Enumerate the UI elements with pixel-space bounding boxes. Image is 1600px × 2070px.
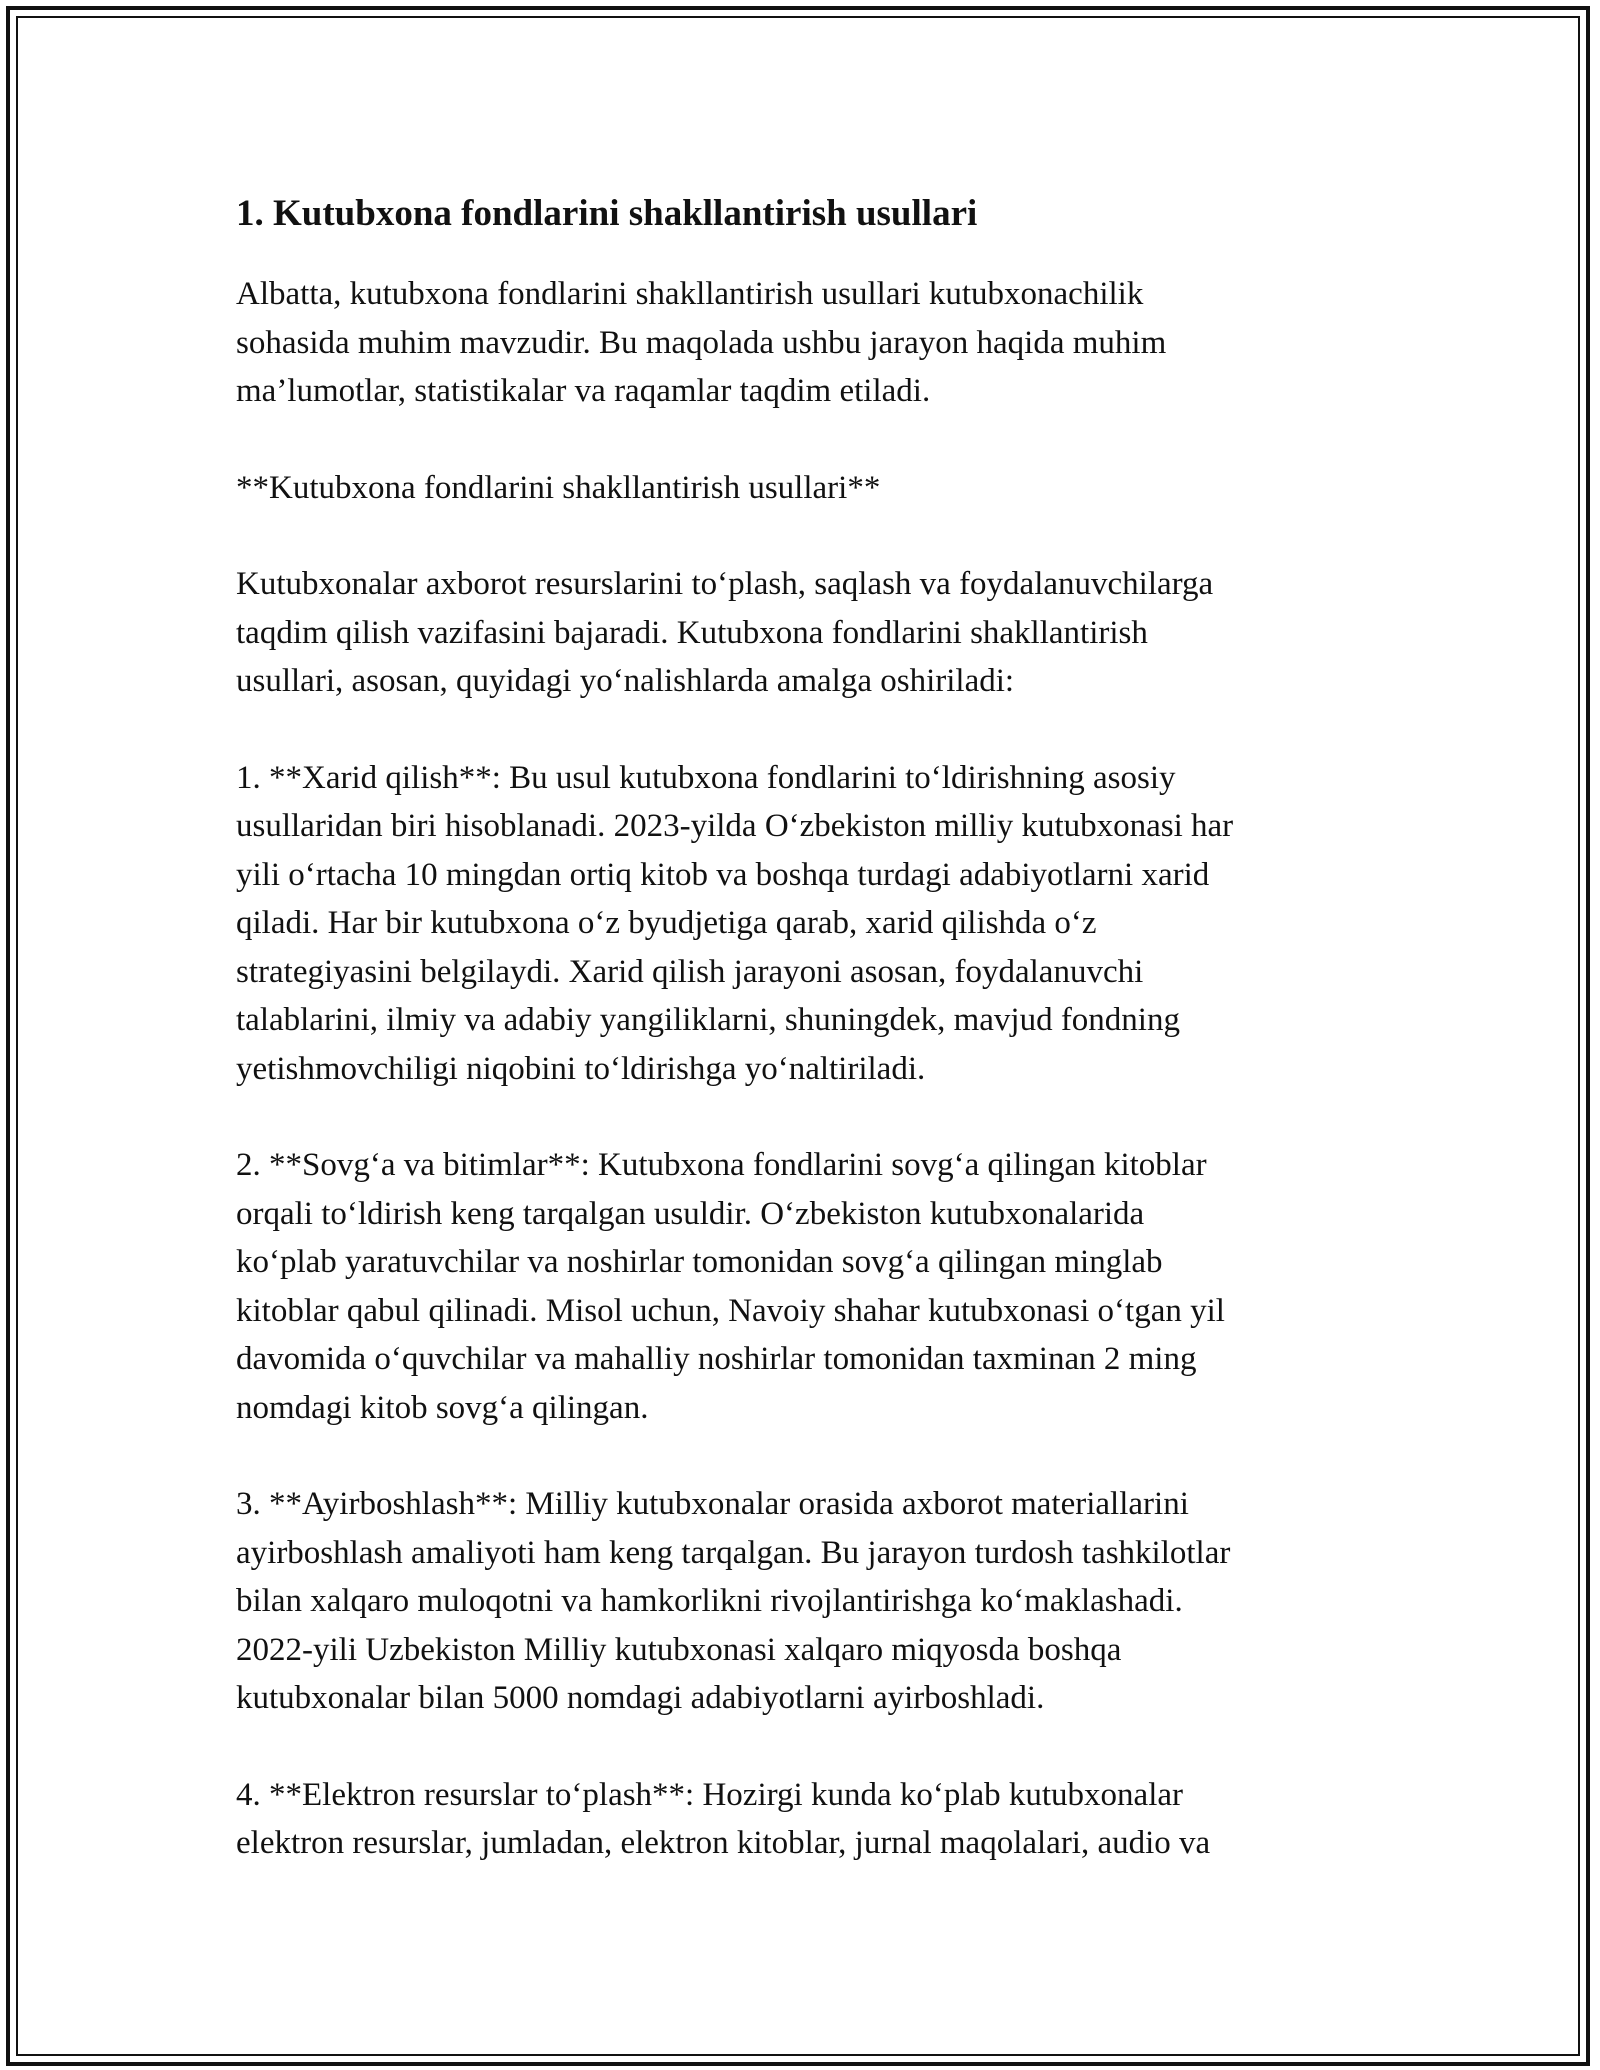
paragraph-overview: Kutubxonalar axborot resurslarini to‘plash, saqlash va foydalanuvchilarga taqdim qilish vazifasini bajaradi. Kutubxona fondlarini shakllantirish usullari, asosan, quyidagi yo‘nalishlarda amalga oshiriladi: xyxy=(236,566,1214,699)
paragraph-purchase: 1. **Xarid qilish**: Bu usul kutubxona fondlarini to‘ldirishning asosiy usullaridan biri hisoblanadi. 2023-yilda O‘zbekiston milliy kutubxonasi har yili o‘rtacha 10 mingdan ortiq kitob va boshqa turdagi adabiyotlarni xarid qiladi. Har bir kutubxona o‘z byudjetiga qarab, xarid qilishda o‘z strategiyasini belgilaydi. Xarid qilish jarayoni asosan, foydalanuvchi talablarini, ilmiy va adabiy yangiliklarni, shuningdek, mavjud fondning yetishmovchiligi niqobini to‘ldirishga yo‘naltiriladi. xyxy=(236,759,1234,1087)
paragraph-subheading: **Kutubxona fondlarini shakllantirish usullari** xyxy=(236,469,881,506)
document-page xyxy=(236,188,1366,1868)
document-title: 1. Kutubxona fondlarini shakllantirish usullari xyxy=(236,193,978,234)
paragraph-exchange: 3. **Ayirboshlash**: Milliy kutubxonalar orasida axborot materiallarini ayirboshlash amaliyoti ham keng tarqalgan. Bu jarayon turdosh tashkilotlar bilan xalqaro muloqotni va hamkorlikni rivojlantirishga ko‘maklashadi. 2022-yili Uzbekiston Milliy kutubxonasi xalqaro miqyosda boshqa kutubxonalar bilan 5000 nomdagi adabiyotlarni ayirboshladi. xyxy=(236,1486,1231,1716)
paragraph-intro: Albatta, kutubxona fondlarini shakllantirish usullari kutubxonachilik sohasida muhim mavzudir. Bu maqolada ushbu jarayon haqida muhim ma’lumotlar, statistikalar va raqamlar taqdim etiladi. xyxy=(236,276,1167,409)
paragraph-gifts: 2. **Sovg‘a va bitimlar**: Kutubxona fondlarini sovg‘a qilingan kitoblar orqali to‘ldirish keng tarqalgan usuldir. O‘zbekiston kutubxonalarida ko‘plab yaratuvchilar va noshirlar tomonidan sovg‘a qilingan minglab kitoblar qabul qilinadi. Misol uchun, Navoiy shahar kutubxonasi o‘tgan yil davomida o‘quvchilar va mahalliy noshirlar tomonidan taxminan 2 ming nomdagi kitob sovg‘a qilingan. xyxy=(236,1147,1225,1426)
paragraph-electronic: 4. **Elektron resurslar to‘plash**: Hozirgi kunda ko‘plab kutubxonalar elektron resurslar, jumladan, elektron kitoblar, jurnal maqolalari, audio va xyxy=(236,1776,1211,1861)
